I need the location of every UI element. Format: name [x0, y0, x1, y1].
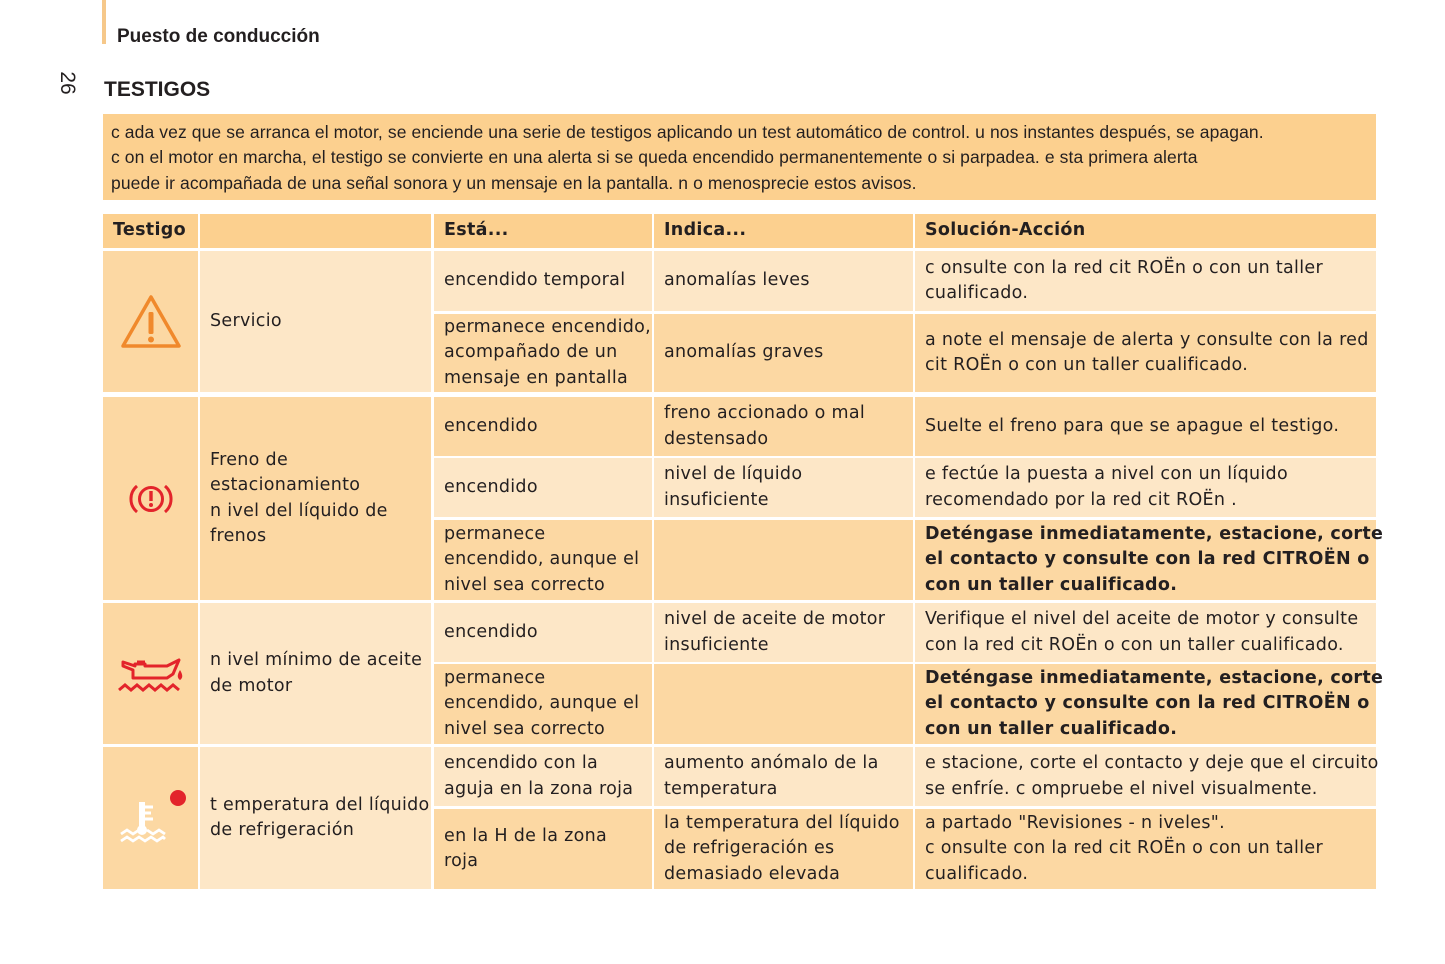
state-cell: [434, 314, 652, 392]
solution-cell: [915, 397, 1376, 456]
warning-light-name-line: Freno de: [210, 449, 289, 470]
coolant-temperature-icon: [113, 788, 189, 848]
solution-cell: [915, 251, 1376, 311]
page-title: TESTIGOS: [104, 78, 211, 101]
solution-cell: [915, 520, 1384, 600]
state-text: encendido: [444, 476, 538, 497]
warning-light-name-line: estacionamiento: [210, 475, 361, 496]
brake-warning-icon: [128, 482, 174, 516]
solution-text: cit ROËn o con un taller cualificado.: [925, 355, 1249, 375]
solution-text: con la red cit ROËn o con un taller cualificado.: [925, 634, 1344, 655]
solution-text: el contacto y consulte con la red CITROËN o: [925, 693, 1370, 714]
meaning-text: anomalías graves: [664, 342, 824, 363]
state-text: aguja en la zona roja: [444, 778, 634, 799]
column-header-name: [200, 214, 431, 248]
state-text: en la H de la zona: [444, 825, 607, 846]
solution-text: Verifique el nivel del aceite de motor y consulte: [925, 609, 1359, 630]
warning-light-icon-cell: [103, 251, 198, 392]
solution-text: recomendado por la red cit ROËn .: [925, 489, 1238, 510]
solution-cell: [915, 603, 1376, 662]
column-header-testigo: Testigo: [103, 214, 198, 248]
state-text: permanece: [444, 524, 546, 545]
solution-text: se enfríe. c ompruebe el nivel visualmente.: [925, 778, 1318, 799]
meaning-cell: [654, 603, 913, 662]
intro-line: c ada vez que se arranca el motor, se enciende una serie de testigos aplicando un test automático de control. u nos instantes después, se apagan.: [111, 122, 1264, 142]
section-title: Puesto de conducción: [117, 26, 320, 47]
warning-light-name-line: t emperatura del líquido: [210, 794, 430, 815]
solution-text: cualificado.: [925, 283, 1029, 303]
solution-text: c onsulte con la red cit ROËn o con un taller: [925, 838, 1323, 859]
state-text: encendido, aunque el: [444, 549, 640, 570]
chapter-tab-marker: [102, 0, 106, 44]
state-text: nivel sea correcto: [444, 718, 606, 739]
state-text: roja: [444, 851, 479, 871]
warning-light-name: [200, 251, 431, 392]
meaning-text: de refrigeración es: [664, 838, 835, 859]
meaning-text: la temperatura del líquido: [664, 813, 900, 834]
solution-text: Deténgase inmediatamente, estacione, corte: [925, 524, 1384, 545]
warning-light-name-line: Servicio: [210, 310, 282, 331]
state-text: encendido con la: [444, 753, 599, 774]
state-cell: [434, 603, 652, 662]
intro-box: [103, 114, 1376, 200]
warning-light-icon-cell: [103, 603, 198, 744]
warning-light-name: [200, 603, 431, 744]
state-text: encendido: [444, 415, 538, 436]
warning-light-name: [200, 747, 431, 889]
meaning-cell: [654, 314, 913, 392]
solution-text: e fectúe la puesta a nivel con un líquido: [925, 464, 1288, 485]
solution-text: a note el mensaje de alerta y consulte con la red: [925, 329, 1369, 350]
meaning-cell: [654, 809, 913, 889]
solution-cell: [915, 809, 1376, 889]
state-text: permanece encendido,: [444, 317, 652, 338]
warning-light-name: [200, 397, 431, 600]
state-cell: [434, 747, 652, 806]
meaning-text: demasiado elevada: [664, 863, 841, 884]
state-cell: [434, 458, 652, 517]
solution-text: Suelte el freno para que se apague el testigo.: [925, 415, 1340, 436]
state-text: acompañado de un: [444, 342, 618, 363]
solution-cell: [915, 747, 1379, 806]
meaning-cell: [654, 664, 913, 744]
solution-cell: [915, 458, 1376, 517]
meaning-cell: [654, 251, 913, 311]
meaning-cell: [654, 747, 913, 806]
state-text: encendido, aunque el: [444, 693, 640, 714]
warning-light-name-line: n ivel del líquido de: [210, 500, 388, 521]
intro-line: c on el motor en marcha, el testigo se convierte en una alerta si se queda encendido permanentemente o si parpadea. e sta primera alerta: [111, 147, 1198, 168]
meaning-text: freno accionado o mal: [664, 403, 866, 424]
warning-light-name-line: de refrigeración: [210, 820, 355, 840]
meaning-cell: [654, 397, 913, 456]
solution-cell: [915, 664, 1384, 744]
state-cell: [434, 397, 652, 456]
warning-light-name-line: de motor: [210, 675, 293, 696]
warning-triangle-icon: [119, 293, 183, 351]
solution-text: e stacione, corte el contacto y deje que el circuito: [925, 753, 1379, 774]
meaning-text: aumento anómalo de la: [664, 753, 879, 774]
state-cell: [434, 251, 652, 311]
solution-text: Deténgase inmediatamente, estacione, corte: [925, 668, 1384, 689]
meaning-cell: [654, 520, 913, 600]
meaning-text: temperatura: [664, 778, 778, 799]
warning-light-name-line: n ivel mínimo de aceite: [210, 650, 423, 671]
warning-light-icon-cell: [103, 397, 198, 600]
state-text: permanece: [444, 668, 546, 689]
solution-text: a partado "Revisiones - n iveles".: [925, 813, 1225, 834]
solution-text: con un taller cualificado.: [925, 718, 1178, 739]
warning-light-icon-cell: [103, 747, 198, 889]
solution-text: c onsulte con la red cit ROËn o con un taller: [925, 257, 1323, 278]
column-header-solucion: Solución-Acción: [915, 214, 1376, 248]
solution-text: con un taller cualificado.: [925, 574, 1178, 595]
meaning-text: insuficiente: [664, 489, 769, 510]
state-text: nivel sea correcto: [444, 574, 606, 595]
meaning-text: anomalías leves: [664, 270, 810, 291]
solution-text: el contacto y consulte con la red CITROËN o: [925, 549, 1370, 570]
solution-cell: [915, 314, 1376, 392]
meaning-text: nivel de aceite de motor: [664, 609, 886, 630]
meaning-text: destensado: [664, 428, 769, 449]
page-number: 26: [56, 71, 79, 95]
oil-can-icon: [115, 652, 187, 696]
state-cell: [434, 809, 652, 889]
meaning-text: insuficiente: [664, 634, 769, 655]
warning-light-name-line: frenos: [210, 525, 267, 546]
state-cell: [434, 664, 652, 744]
meaning-cell: [654, 458, 913, 517]
meaning-text: nivel de líquido: [664, 464, 803, 485]
state-text: encendido: [444, 621, 538, 642]
state-text: mensaje en pantalla: [444, 367, 629, 388]
intro-line: puede ir acompañada de una señal sonora y un mensaje en la pantalla. n o menosprecie estos avisos.: [111, 172, 917, 193]
column-header-esta: Está...: [434, 214, 652, 248]
solution-text: cualificado.: [925, 863, 1029, 884]
state-cell: [434, 520, 652, 600]
state-text: encendido temporal: [444, 270, 626, 291]
column-header-indica: Indica...: [654, 214, 913, 248]
